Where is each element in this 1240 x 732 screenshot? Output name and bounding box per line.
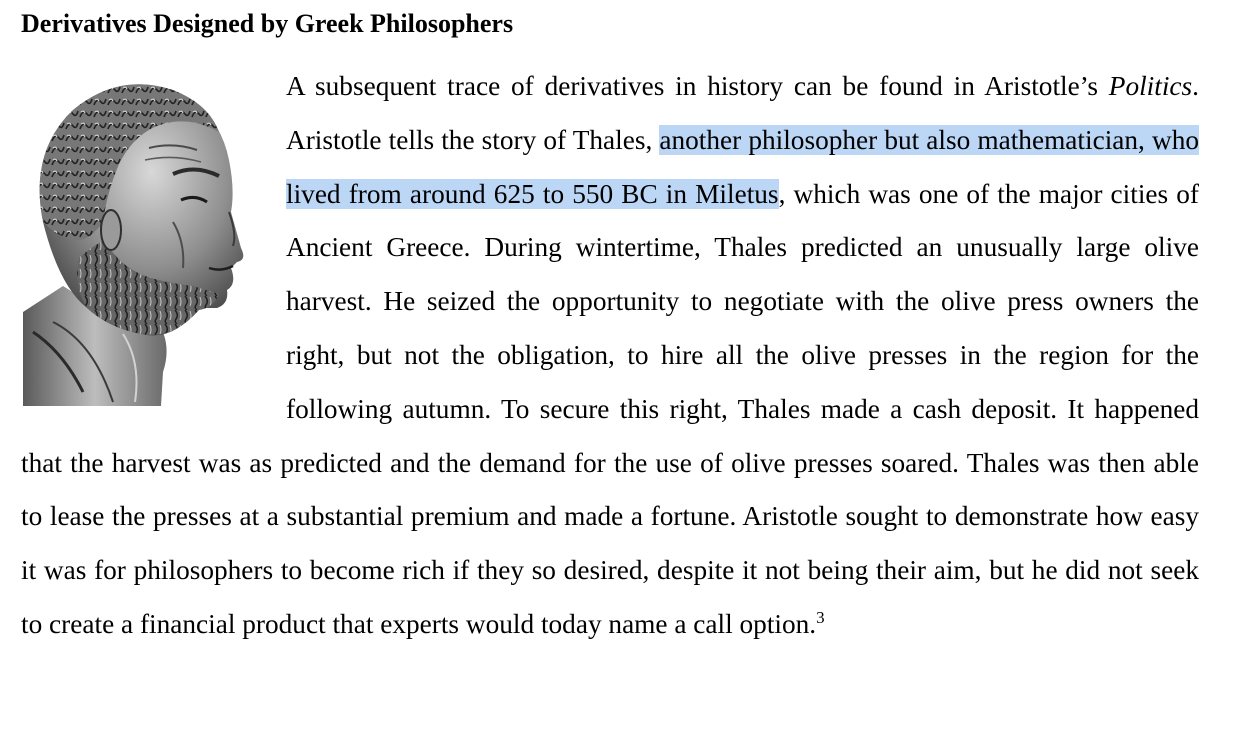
body-paragraph [21, 60, 1199, 652]
footnote-marker[interactable]: 3 [816, 607, 825, 627]
paragraph-text-rest: , which was one of the major cities of Ancient Greece. During wintertime, Thales predicted an unusually large olive harvest. He seized the opportunity to negotiate with the olive press owners the right, but not the obligation, to hire all the olive presses in the region for the following autumn. To secure this right, Thales made a cash deposit. It happened that the harvest was as predicted and the demand for the use of olive presses soared. Thales was then able to lease the presses at a substantial premium and made a fortune. Aristotle sought to demonstrate how easy it was for philosophers to become rich if they so desired, despite it not being their aim, but he did not seek to create a financial product that experts would today name a call option. [21, 178, 1199, 639]
book-title-politics: Politics [1108, 71, 1193, 101]
paragraph-text-thales: . Aristotle tells the story of Thales, [286, 71, 1199, 155]
paragraph-text-start: A subsequent trace of derivatives in history can be found in Aristotle’s [286, 71, 1109, 101]
section-heading: Derivatives Designed by Greek Philosophers [21, 9, 514, 38]
selected-text-highlight[interactable]: another philosopher but also mathematician, who lived from around 625 to 550 BC in Miletus [286, 124, 1199, 209]
